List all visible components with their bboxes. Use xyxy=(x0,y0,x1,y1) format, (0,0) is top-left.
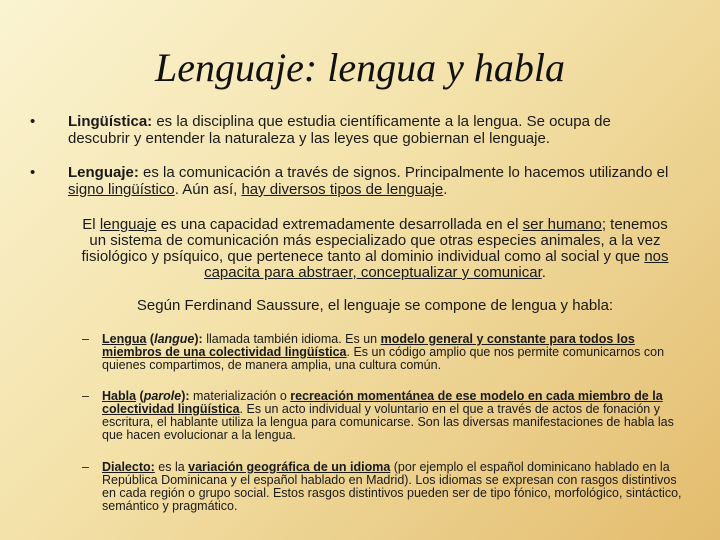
link-ser-humano[interactable]: ser humano xyxy=(522,216,602,233)
text-segment: . xyxy=(443,181,448,198)
text-segment: es la comunicación a través de signos. Principalmente lo hacemos utilizando el xyxy=(138,164,669,181)
term-langue: langue xyxy=(154,332,195,346)
subitem-dialecto xyxy=(82,461,682,513)
definition-linguistica: es la disciplina que estudia científicamente a la lengua. Se ocupa de descubrir y entender la naturaleza y las leyes que gobiernan el lenguaje. xyxy=(68,113,611,147)
text-segment: . Es un código amplio que nos permite comunicarnos con quienes compartimos, de manera amplia, una cultura común. xyxy=(102,345,665,372)
subitem-habla xyxy=(82,390,682,442)
link-dialecto[interactable]: Dialecto: xyxy=(102,460,155,474)
text-segment: es una capacidad extremadamente desarrollada en el xyxy=(156,216,523,233)
dash-marker: – xyxy=(82,389,89,403)
text-segment: ; tenemos un sistema de comunicación más especializado que otras especies animales, a la vez fisiológico y psíquico, que pertenece tanto al dominio individual como al social y que xyxy=(81,216,668,265)
dash-marker: – xyxy=(82,460,89,474)
bullet-lenguaje xyxy=(30,164,670,198)
text-segment: El xyxy=(82,216,100,233)
link-capacita[interactable]: nos capacita para abstraer, conceptualizar y comunicar xyxy=(204,248,669,281)
subitem-text xyxy=(102,333,682,372)
subitem-text xyxy=(102,390,682,442)
bullet-text xyxy=(68,113,670,147)
text-segment: ( xyxy=(146,332,155,346)
bullet-dot: • xyxy=(30,164,36,181)
slide-title: Lenguaje: lengua y habla xyxy=(155,45,565,90)
link-signo-linguistico[interactable]: signo lingüístico xyxy=(68,181,175,198)
term-linguistica: Lingüística: xyxy=(68,113,153,130)
term-lenguaje: Lenguaje: xyxy=(68,164,139,181)
text-segment: materialización o xyxy=(189,389,291,403)
text-segment: ): xyxy=(194,332,203,346)
text-segment: llamada también idioma. Es un xyxy=(202,332,381,346)
subitem-lengua xyxy=(82,333,682,372)
dash-marker: – xyxy=(82,332,89,346)
subitem-text xyxy=(102,461,682,513)
saussure-intro: Según Ferdinand Saussure, el lenguaje se compone de lengua y habla: xyxy=(136,297,614,314)
link-variacion-geografica[interactable]: variación geográfica de un idioma xyxy=(188,460,391,474)
text-segment: . Es un acto individual y voluntario en el que a través de actos de fonación y escritura, el hablante utiliza la lengua para comunicarse. Son las diversas manifestaciones de habla las que hacen evolucionar a la lengua. xyxy=(102,402,674,442)
paragraph-lenguaje xyxy=(80,217,670,281)
link-lengua[interactable]: Lengua xyxy=(102,332,147,346)
link-lenguaje[interactable]: lenguaje xyxy=(99,216,157,233)
text-segment: . Aún así, xyxy=(174,181,242,198)
link-habla[interactable]: Habla xyxy=(102,389,137,403)
bullet-dot: • xyxy=(30,113,36,130)
term-parole: parole xyxy=(143,389,182,403)
link-modelo-general[interactable]: modelo general y constante para todos los miembros de una colectividad lingüística xyxy=(102,332,635,359)
text-segment: es la xyxy=(154,460,189,474)
text-segment: (por ejemplo el español dominicano hablado en la República Dominicana y el español hablado en Madrid). Los idiomas se expresan con rasgos distintivos en cada región o grupo social. Estos rasgos distintivos pueden ser de tipo fónico, morfológico, sintáctico, semántico y pragmático. xyxy=(102,460,682,513)
bullet-linguistica xyxy=(30,113,670,147)
link-recreacion-momentanea[interactable]: recreación momentánea de ese modelo en cada miembro de la colectividad lingüística xyxy=(102,389,663,416)
link-tipos-de-lenguaje[interactable]: hay diversos tipos de lenguaje xyxy=(241,181,444,198)
text-segment: ): xyxy=(181,389,190,403)
text-segment: . xyxy=(541,264,546,281)
bullet-text xyxy=(68,164,670,198)
text-segment: ( xyxy=(136,389,144,403)
